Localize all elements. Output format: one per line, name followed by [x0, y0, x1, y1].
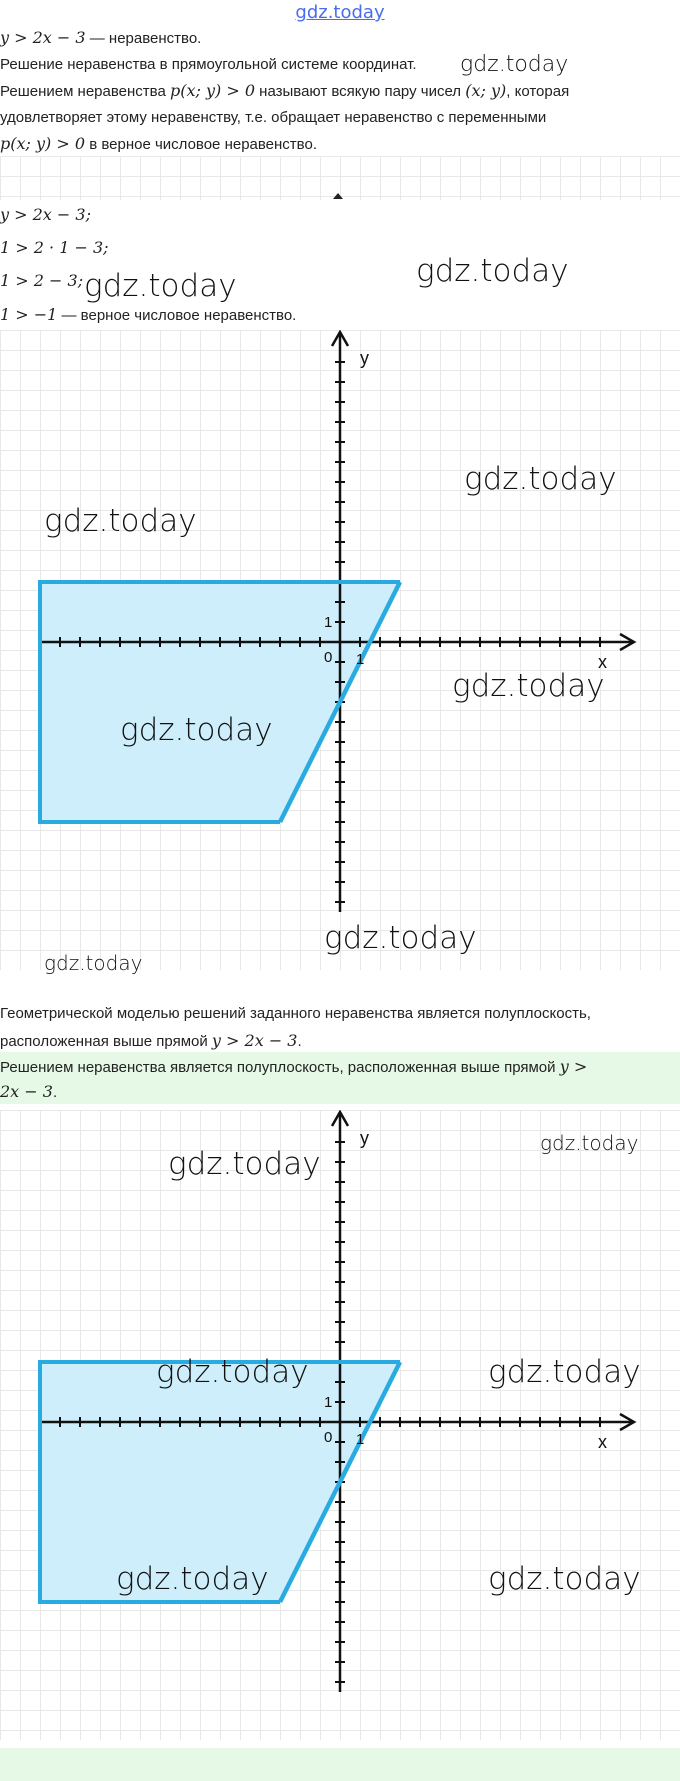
watermark: gdz.today — [464, 461, 617, 497]
bottom-band — [0, 1748, 680, 1781]
definition-formula-1: p(x; y) > 0 — [169, 81, 255, 100]
graph-2 — [0, 1110, 680, 1740]
answer-line-1 — [0, 1057, 587, 1078]
inequality-caption: — неравенство. — [85, 30, 202, 47]
graph-1 — [0, 330, 680, 970]
watermark: gdz.today — [488, 1354, 641, 1390]
unit-x-label: 1 — [356, 1431, 365, 1448]
section-heading: Решение неравенства в прямоугольной системе координат. — [0, 56, 417, 73]
watermark: gdz.today — [120, 712, 273, 748]
check-line-1: y > 2x − 3; — [0, 205, 91, 224]
geometric-model-period: . — [297, 1033, 302, 1050]
inequality-statement — [0, 28, 201, 49]
watermark: gdz.today — [156, 1354, 309, 1390]
check-line-4 — [0, 305, 296, 326]
answer-text: Решением неравенства является полуплоскость, расположенная выше прямой — [0, 1059, 560, 1076]
watermark: gdz.today — [44, 503, 197, 539]
geometric-model-line-2 — [0, 1031, 302, 1052]
definition-line-1 — [0, 81, 569, 102]
caret-up-icon — [333, 193, 343, 199]
watermark: gdz.today — [540, 1131, 639, 1155]
answer-formula-a: y > — [559, 1057, 588, 1076]
site-logo[interactable]: gdz.today — [295, 2, 385, 23]
check-line-2: 1 > 2 · 1 − 3; — [0, 238, 109, 257]
unit-y-label: 1 — [324, 614, 333, 631]
geometric-model-text: расположенная выше прямой — [0, 1033, 212, 1050]
watermark: gdz.today — [44, 951, 143, 975]
watermark: gdz.today — [168, 1146, 321, 1182]
answer-period: . — [52, 1084, 58, 1101]
x-axis-label: x — [598, 652, 607, 672]
watermark: gdz.today — [116, 1561, 269, 1597]
check-caption-4: — верное числовое неравенство. — [57, 307, 297, 324]
y-axis-label: y — [360, 348, 369, 368]
definition-line-3 — [0, 134, 317, 155]
watermark: gdz.today — [460, 52, 569, 77]
definition-formula-3: p(x; y) > 0 — [0, 134, 86, 153]
unit-y-label: 1 — [324, 1394, 333, 1411]
answer-line-2 — [0, 1082, 57, 1103]
definition-text-c: , которая — [506, 83, 570, 100]
watermark: gdz.today — [416, 253, 569, 289]
inequality-formula: y > 2x − 3 — [0, 28, 86, 47]
definition-line-2: удовлетворяет этому неравенству, т.е. обращает неравенство с переменными — [0, 109, 547, 126]
definition-formula-2: (x; y) — [465, 81, 507, 100]
watermark: gdz.today — [324, 920, 477, 956]
definition-text-a: Решением неравенства — [0, 83, 170, 100]
watermark: gdz.today — [84, 268, 237, 304]
geometric-model-line-1: Геометрической моделью решений заданного неравенства является полуплоскость, — [0, 1005, 591, 1022]
geometric-model-formula: y > 2x − 3 — [211, 1031, 298, 1050]
origin-label: 0 — [324, 649, 333, 666]
definition-text-d: в верное числовое неравенство. — [85, 136, 317, 153]
unit-x-label: 1 — [356, 651, 365, 668]
check-line-3: 1 > 2 − 3; — [0, 271, 84, 290]
check-formula-4: 1 > −1 — [0, 305, 58, 324]
x-axis-label: x — [598, 1432, 607, 1452]
answer-formula-b: 2x − 3 — [0, 1082, 53, 1101]
definition-text-b: называют всякую пару чисел — [255, 83, 466, 100]
watermark: gdz.today — [452, 668, 605, 704]
watermark: gdz.today — [488, 1561, 641, 1597]
y-axis-label: y — [360, 1128, 369, 1148]
origin-label: 0 — [324, 1429, 333, 1446]
shaded-half-plane — [40, 582, 400, 822]
